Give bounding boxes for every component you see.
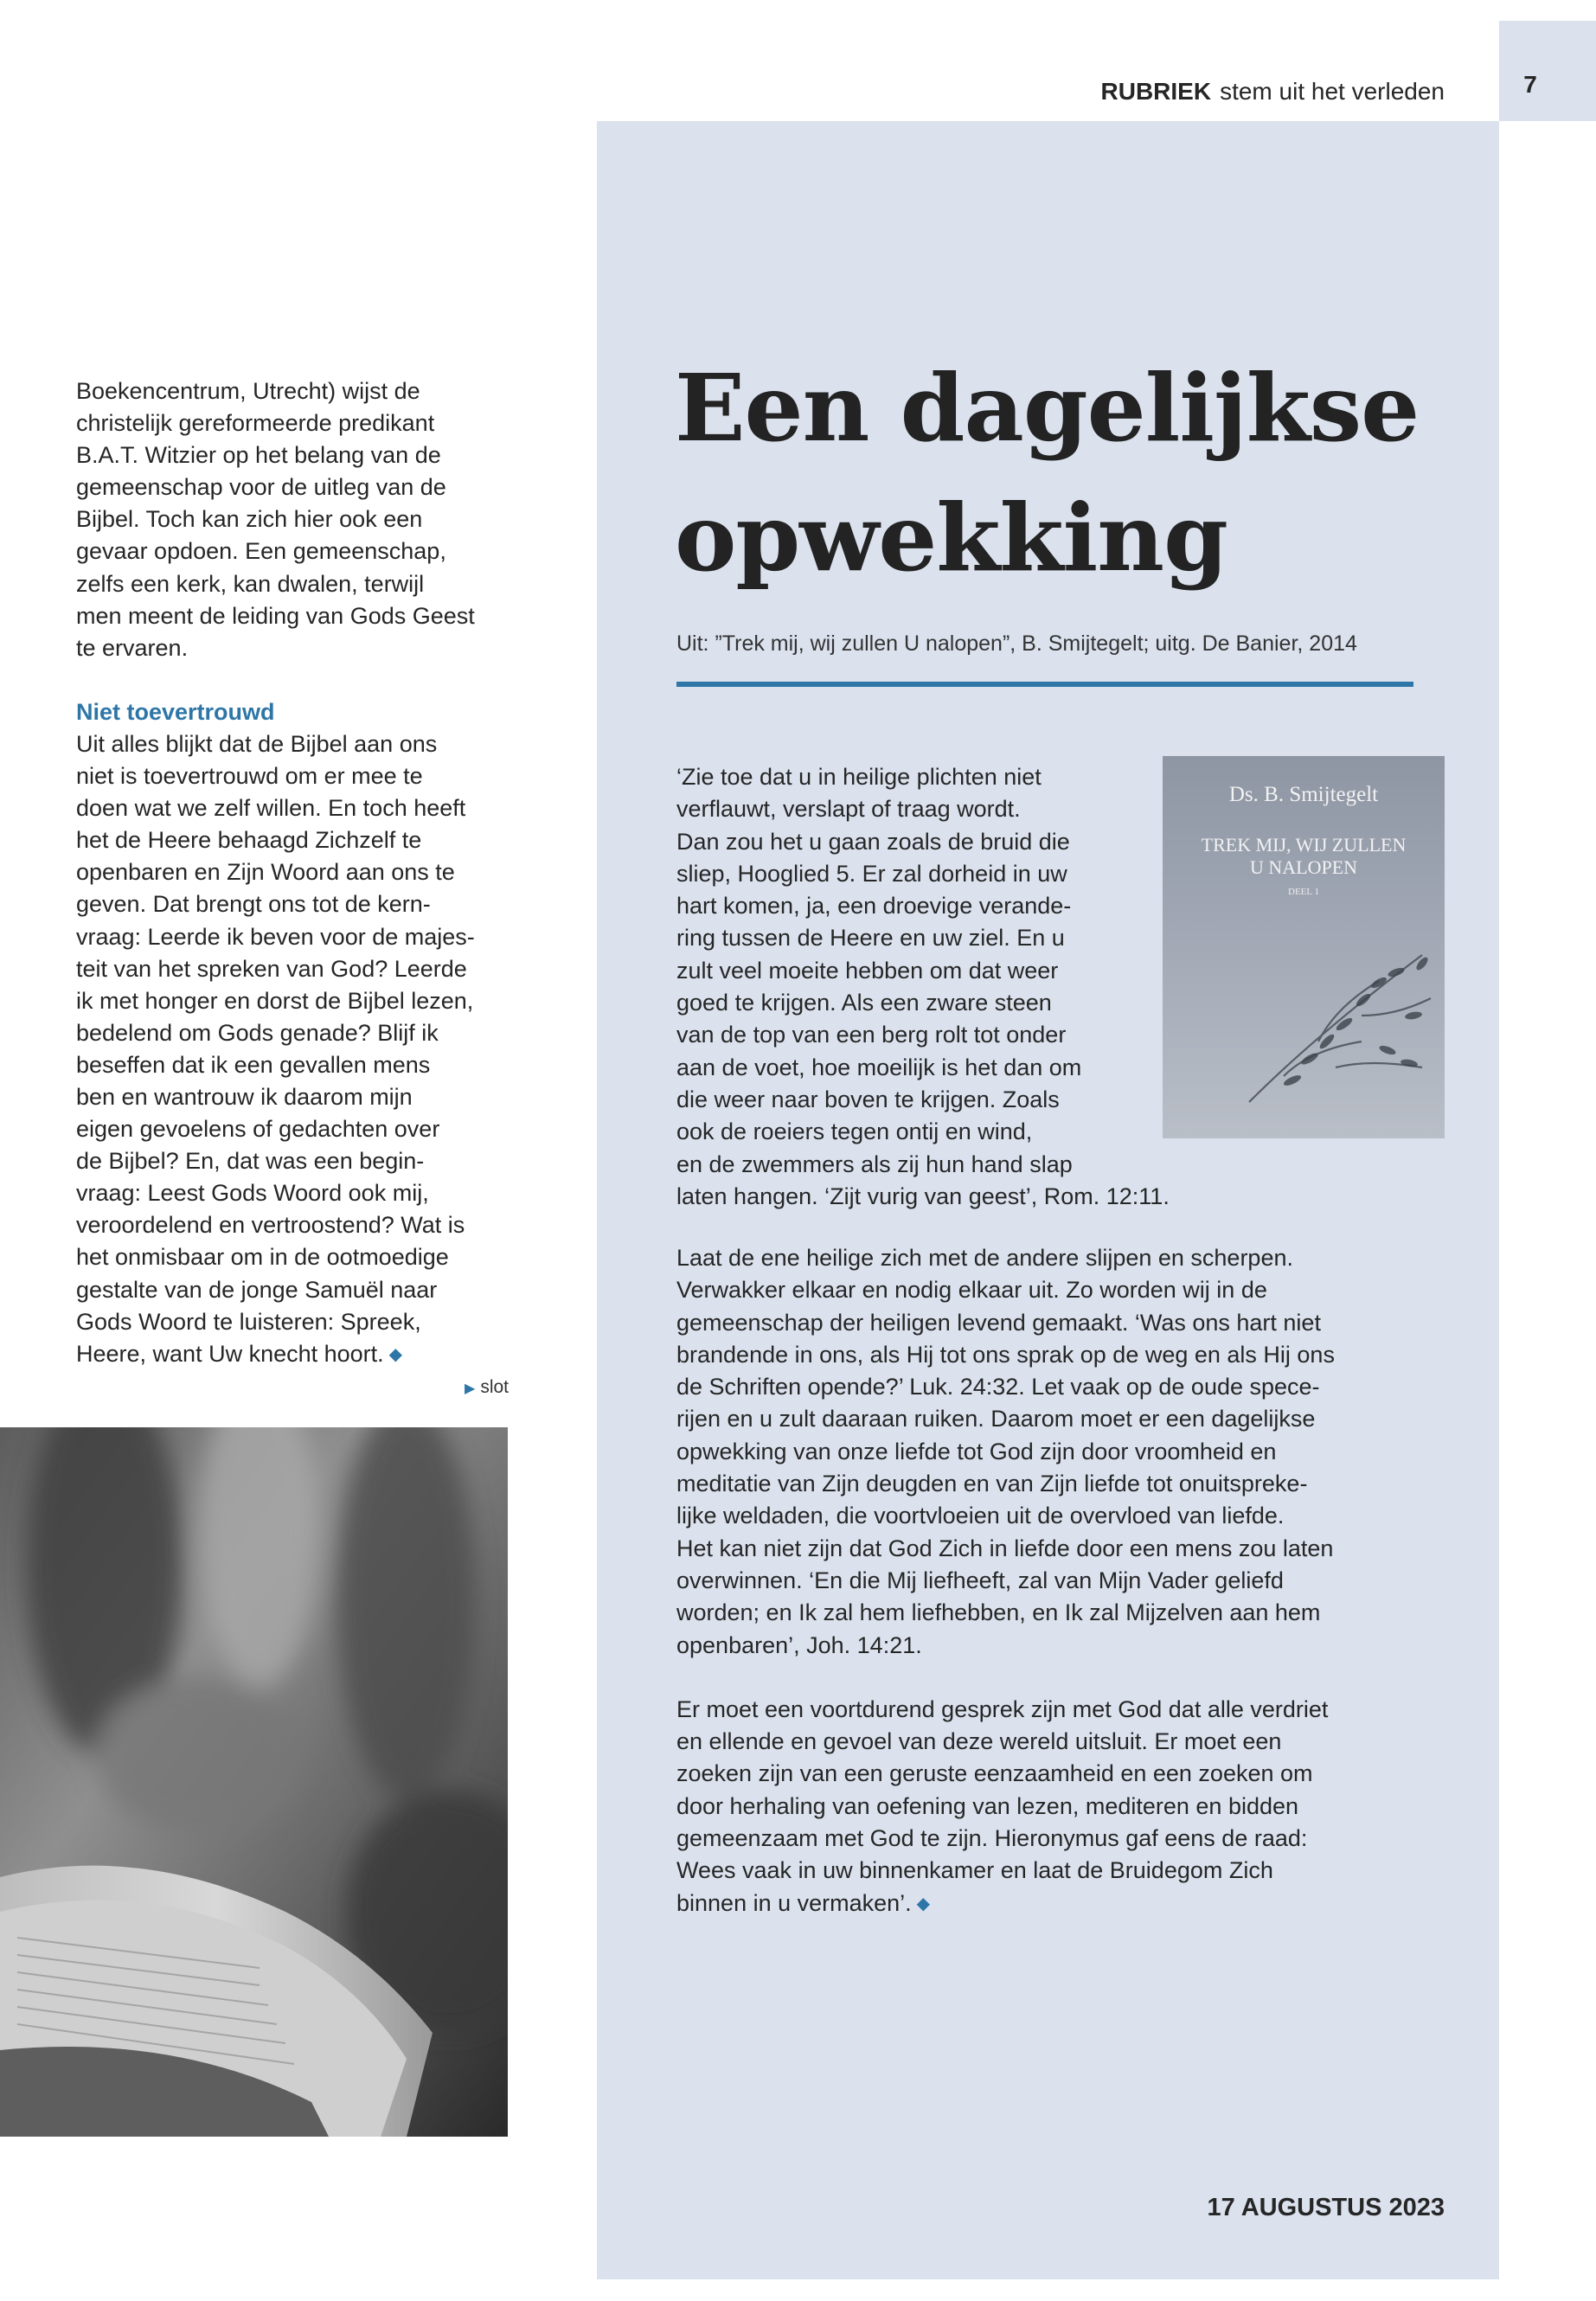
body-line-last xyxy=(76,1338,526,1371)
book-author: Ds. B. Smijtegelt xyxy=(1228,783,1379,806)
rubric-label: RUBRIEK xyxy=(1100,78,1212,105)
quote-line: ring tussen de Heere en uw ziel. En u xyxy=(676,925,1065,952)
body-line: de Bijbel? En, dat was een begin- xyxy=(76,1148,425,1175)
body-line: het de Heere behaagd Zichzelf te xyxy=(76,827,422,854)
para-line: door herhaling van oefening van lezen, mediteren en bidden xyxy=(676,1792,1299,1819)
para-line: Laat de ene heilige zich met de andere slijpen en scherpen. xyxy=(676,1245,1293,1271)
para-line: openbaren’, Joh. 14:21. xyxy=(676,1631,922,1658)
para-line: gemeenzaam met God te zijn. Hieronymus gaf eens de raad: xyxy=(676,1825,1308,1852)
paragraph xyxy=(676,1694,1420,1920)
para-line: Wees vaak in uw binnenkamer en laat de Bruidegom Zich xyxy=(676,1857,1273,1884)
rubric-header xyxy=(1101,78,1445,106)
quote-line: zult veel moeite hebben om dat weer xyxy=(676,957,1059,984)
issue-date: 17 AUGUSTUS 2023 xyxy=(1207,2194,1445,2221)
para-line: meditatie van Zijn deugden en van Zijn liefde tot onuitspreke- xyxy=(676,1471,1308,1497)
para-line: Het kan niet zijn dat God Zich in liefde door een mens zou laten xyxy=(676,1535,1334,1561)
body-line: ben en wantrouw ik daarom mijn xyxy=(76,1083,413,1110)
body-line: eigen gevoelens of gedachten over xyxy=(76,1116,440,1143)
quote-line: en de zwemmers als zij hun hand slap xyxy=(676,1150,1073,1177)
para-line: rijen en u zult daaraan ruiken. Daarom moet er een dagelijkse xyxy=(676,1406,1316,1433)
article-title xyxy=(675,344,1471,604)
book-title-line: TREK MIJ, WIJ ZULLEN xyxy=(1201,834,1407,856)
title-line: Een dagelijkse xyxy=(675,355,1420,463)
body-line: niet is toevertrouwd om er mee te xyxy=(76,763,423,790)
body-line: Uit alles blijkt dat de Bijbel aan ons xyxy=(76,730,438,757)
quote-line: verflauwt, verslapt of traag wordt. xyxy=(676,796,1021,823)
slot-label: slot xyxy=(480,1377,509,1397)
rubric-title: stem uit het verleden xyxy=(1220,78,1445,105)
intro-line: christelijk gereformeerde predikant xyxy=(76,410,435,437)
intro-line: te ervaren. xyxy=(76,634,189,661)
page-number: 7 xyxy=(1523,71,1537,98)
body-line: ik met honger en dorst de Bijbel lezen, xyxy=(76,987,474,1014)
paragraph xyxy=(676,1242,1420,1662)
quote-line: Dan zou het u gaan zoals de bruid die xyxy=(676,828,1070,855)
body-line: vraag: Leerde ik beven voor de majes- xyxy=(76,923,475,950)
intro-line: Bijbel. Toch kan zich hier ook een xyxy=(76,506,423,533)
para-line: de Schriften opende?’ Luk. 24:32. Let vaak op de oude spece- xyxy=(676,1374,1320,1400)
body-line-text: Heere, want Uw knecht hoort. xyxy=(76,1340,384,1367)
quote-paragraph xyxy=(676,761,1170,1213)
quote-line: laten hangen. ‘Zijt vurig van geest’, Rom. 12:11. xyxy=(676,1183,1170,1209)
para-line: binnen in u vermaken’. xyxy=(676,1889,912,1916)
quote-line: goed te krijgen. Als een zware steen xyxy=(676,990,1052,1016)
para-line: Er moet een voortdurend gesprek zijn met God dat alle verdriet xyxy=(676,1695,1329,1722)
para-line: brandende in ons, als Hij tot ons sprak op de weg en als Hij ons xyxy=(676,1341,1335,1368)
intro-line: men meent de leiding van Gods Geest xyxy=(76,602,475,629)
body-line: veroordelend en vertroostend? Wat is xyxy=(76,1212,465,1239)
intro-line: zelfs een kerk, kan dwalen, terwijl xyxy=(76,570,425,597)
open-bible-photo xyxy=(0,1427,508,2137)
left-column xyxy=(76,375,526,1371)
quote-line: sliep, Hooglied 5. Er zal dorheid in uw xyxy=(676,860,1067,887)
body-line: doen wat we zelf willen. En toch heeft xyxy=(76,795,466,822)
body-line: Gods Woord te luisteren: Spreek, xyxy=(76,1308,421,1335)
para-line: gemeenschap der heiligen levend gemaakt. ‘Was ons hart niet xyxy=(676,1309,1321,1336)
article-source: Uit: ”Trek mij, wij zullen U nalopen”, B. Smijtegelt; uitg. De Banier, 2014 xyxy=(676,631,1357,656)
quote-line: ook de roeiers tegen ontij en wind, xyxy=(676,1118,1033,1145)
para-line: lijke weldaden, die voortvloeien uit de overvloed van liefde. xyxy=(676,1503,1285,1529)
para-line: opwekking van onze liefde tot God zijn door vroomheid en xyxy=(676,1438,1277,1465)
subheading: Niet toevertrouwd xyxy=(76,698,275,725)
book-volume: DEEL 1 xyxy=(1288,887,1319,897)
intro-line: gevaar opdoen. Een gemeenschap, xyxy=(76,538,446,565)
body-line: openbaren en Zijn Woord aan ons te xyxy=(76,859,455,886)
quote-line: van de top van een berg rolt tot onder xyxy=(676,1022,1067,1048)
end-mark-icon: ◆ xyxy=(388,1344,403,1364)
book-title-line: U NALOPEN xyxy=(1249,856,1358,878)
end-mark-icon: ◆ xyxy=(916,1894,931,1913)
quote-line: die weer naar boven te krijgen. Zoals xyxy=(676,1086,1060,1112)
para-line: zoeken zijn van een geruste eenzaamheid en een zoeken om xyxy=(676,1760,1313,1787)
triangle-icon: ▶ xyxy=(465,1381,476,1396)
quote-line: ‘Zie toe dat u in heilige plichten niet xyxy=(676,764,1042,790)
body-line: vraag: Leest Gods Woord ook mij, xyxy=(76,1180,429,1207)
title-rule xyxy=(676,682,1413,687)
book-cover xyxy=(1163,756,1445,1138)
body-line: gestalte van de jonge Samuël naar xyxy=(76,1276,438,1303)
article-body xyxy=(676,1242,1420,1952)
body-line: geven. Dat brengt ons tot de kern- xyxy=(76,891,431,918)
para-line: Verwakker elkaar en nodig elkaar uit. Zo worden wij in de xyxy=(676,1277,1267,1304)
title-line: opwekking xyxy=(675,484,1227,593)
intro-line: B.A.T. Witzier op het belang van de xyxy=(76,442,441,469)
intro-line: Boekencentrum, Utrecht) wijst de xyxy=(76,378,420,404)
body-line: het onmisbaar om in de ootmoedige xyxy=(76,1244,449,1271)
body-line: teit van het spreken van God? Leerde xyxy=(76,955,467,982)
para-line: en ellende en gevoel van deze wereld uitsluit. Er moet een xyxy=(676,1728,1282,1755)
body-line: bedelend om Gods genade? Blijf ik xyxy=(76,1019,439,1046)
quote-line: aan de voet, hoe moeilijk is het dan om xyxy=(676,1054,1082,1080)
para-line: overwinnen. ‘En die Mij liefheeft, zal van Mijn Vader geliefd xyxy=(676,1567,1284,1593)
body-line: beseffen dat ik een gevallen mens xyxy=(76,1051,431,1078)
quote-line: hart komen, ja, een droevige verande- xyxy=(676,893,1072,920)
para-line: worden; en Ik zal hem liefhebben, en Ik zal Mijzelven aan hem xyxy=(676,1599,1321,1626)
intro-line: gemeenschap voor de uitleg van de xyxy=(76,474,446,501)
slot-marker xyxy=(450,1377,509,1398)
